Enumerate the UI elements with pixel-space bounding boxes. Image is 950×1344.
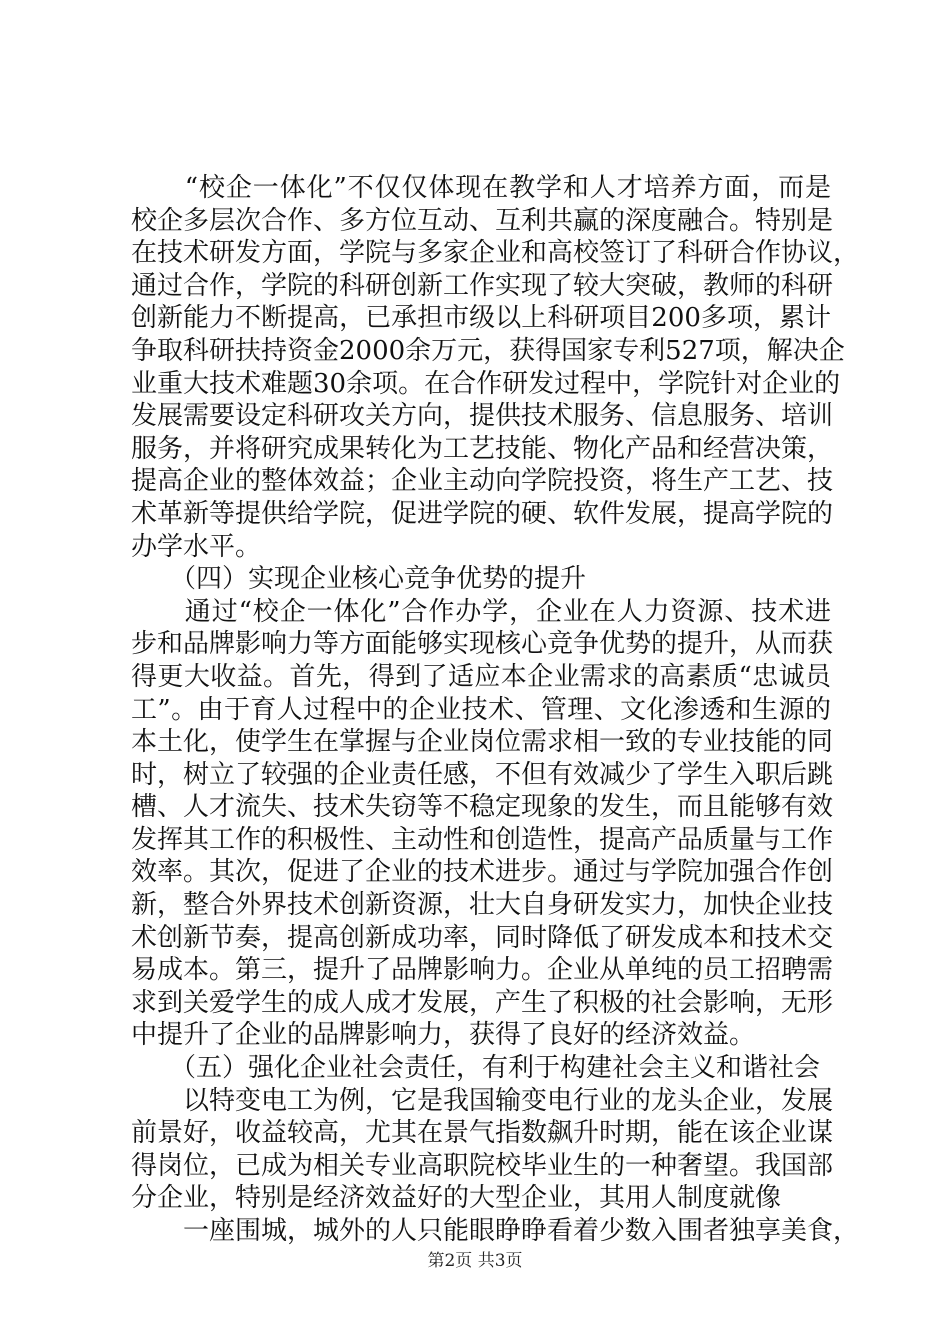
text-line: 办学水平。 bbox=[131, 531, 262, 562]
text-line: 争取科研扶持资金2000余万元，获得国家专利527项，解决企 bbox=[131, 335, 845, 366]
text-line: 工”。由于育人过程中的企业技术、管理、文化渗透和生源的 bbox=[131, 694, 831, 725]
text-line: 术革新等提供给学院，促进学院的硬、软件发展，提高学院的 bbox=[131, 498, 834, 529]
text-line: 前景好，收益较高，尤其在景气指数飙升时期，能在该企业谋 bbox=[131, 1118, 834, 1149]
text-line: 一座围城，城外的人只能眼睁睁看着少数入围者独享美食， bbox=[131, 1216, 860, 1246]
text-line: 步和品牌影响力等方面能够实现核心竞争优势的提升，从而获 bbox=[131, 629, 834, 660]
text-line: 易成本。第三，提升了品牌影响力。企业从单纯的员工招聘需 bbox=[131, 955, 834, 986]
text-line: 以特变电工为例，它是我国输变电行业的龙头企业，发展 bbox=[131, 1085, 834, 1116]
text-line: 效率。其次，促进了企业的技术进步。通过与学院加强合作创 bbox=[131, 857, 834, 888]
text-line: 分企业，特别是经济效益好的大型企业，其用人制度就像 bbox=[131, 1183, 782, 1214]
text-line: 新，整合外界技术创新资源，壮大自身研发实力，加快企业技 bbox=[131, 890, 834, 921]
document-body bbox=[131, 172, 860, 1248]
text-line: 发挥其工作的积极性、主动性和创造性，提高产品质量与工作 bbox=[131, 824, 834, 855]
text-line: （四）实现企业核心竞争优势的提升 bbox=[131, 564, 587, 595]
text-line: 校企多层次合作、多方位互动、互利共赢的深度融合。特别是 bbox=[131, 205, 834, 236]
text-line: 时，树立了较强的企业责任感，不但有效减少了学生入职后跳 bbox=[131, 759, 834, 790]
text-line: 得岗位，已成为相关专业高职院校毕业生的一种奢望。我国部 bbox=[131, 1150, 834, 1181]
page-footer: 第2页 共3页 bbox=[427, 1251, 523, 1271]
text-line: 在技术研发方面，学院与多家企业和高校签订了科研合作协议， bbox=[131, 238, 860, 269]
text-line: “校企一体化”不仅仅体现在教学和人才培养方面，而是 bbox=[131, 173, 831, 203]
text-line: 服务，并将研究成果转化为工艺技能、物化产品和经营决策， bbox=[131, 433, 834, 464]
text-line: 术创新节奏，提高创新成功率，同时降低了研发成本和技术交 bbox=[131, 922, 834, 953]
text-line: （五）强化企业社会责任，有利于构建社会主义和谐社会 bbox=[131, 1053, 821, 1084]
text-line: 中提升了企业的品牌影响力，获得了良好的经济效益。 bbox=[131, 1020, 756, 1051]
text-line: 通过合作，学院的科研创新工作实现了较大突破，教师的科研 bbox=[131, 270, 834, 301]
text-line: 得更大收益。首先，得到了适应本企业需求的高素质“忠诚员 bbox=[131, 661, 831, 692]
text-line: 业重大技术难题30余项。在合作研发过程中，学院针对企业的 bbox=[131, 368, 841, 399]
text-line: 发展需要设定科研攻关方向，提供技术服务、信息服务、培训 bbox=[131, 401, 834, 432]
text-line: 槽、人才流失、技术失窃等不稳定现象的发生，而且能够有效 bbox=[131, 792, 834, 823]
text-line: 提高企业的整体效益；企业主动向学院投资，将生产工艺、技 bbox=[131, 466, 834, 497]
text-line: 本土化，使学生在掌握与企业岗位需求相一致的专业技能的同 bbox=[131, 727, 834, 758]
text-line: 通过“校企一体化”合作办学，企业在人力资源、技术进 bbox=[131, 596, 831, 627]
text-line: 求到关爱学生的成人成才发展，产生了积极的社会影响，无形 bbox=[131, 987, 834, 1018]
text-line: 创新能力不断提高，已承担市级以上科研项目200多项，累计 bbox=[131, 303, 831, 334]
